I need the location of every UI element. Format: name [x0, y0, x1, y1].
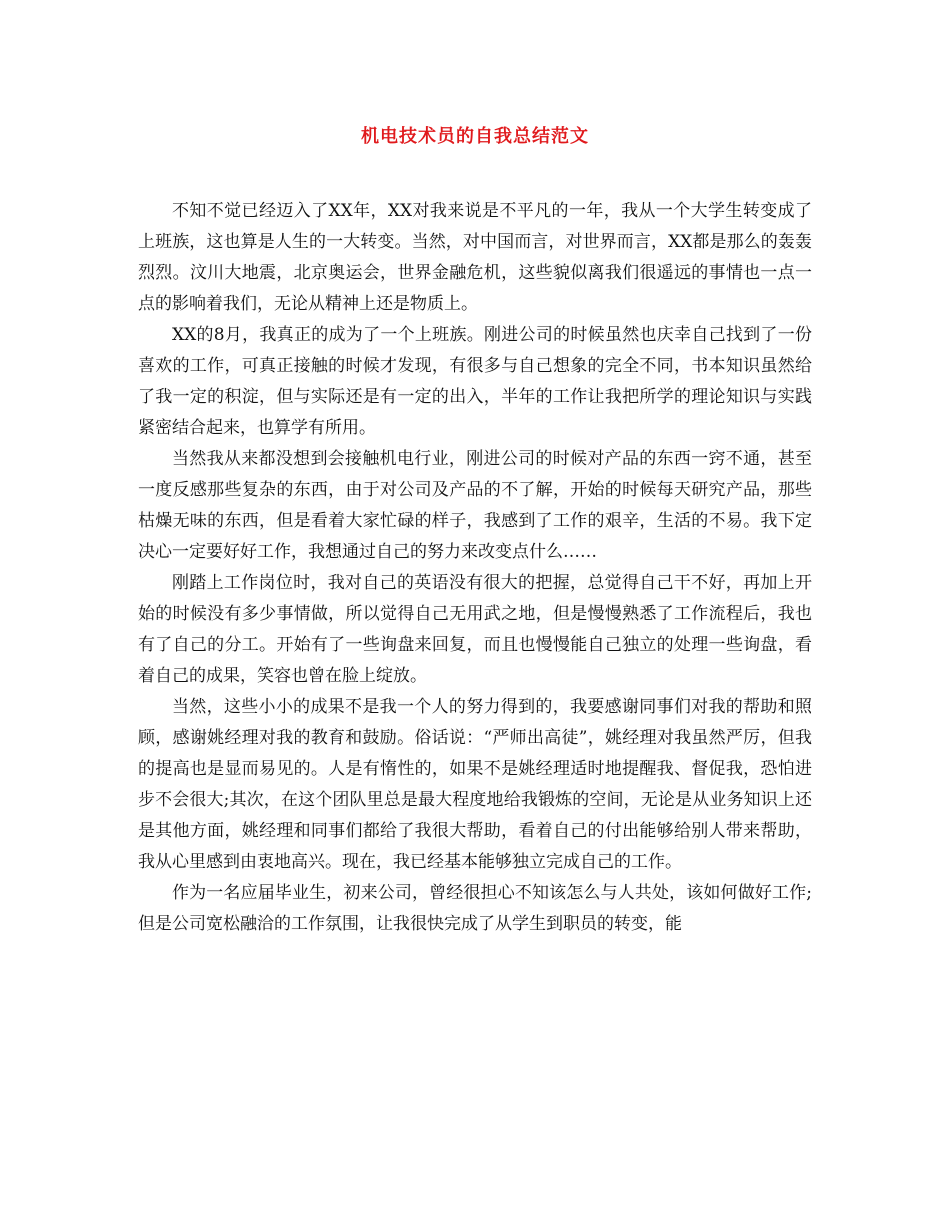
paragraph: 当然，这些小小的成果不是我一个人的努力得到的，我要感谢同事们对我的帮助和照顾，感谢姚经理对我的教育和鼓励。俗话说：“严师出高徒”，姚经理对我虽然严厉，但我的提高也是显而易见的。人是有惰性的，如果不是姚经理适时地提醒我、督促我，恐怕进步不会很大;其次，在这个团队里总是最大程度地给我锻炼的空间，无论是从业务知识上还是其他方面，姚经理和同事们都给了我很大帮助，看着自己的付出能够给别人带来帮助，我从心里感到由衷地高兴。现在，我已经基本能够独立完成自己的工作。: [138, 697, 812, 872]
paragraph: XX的8月，我真正的成为了一个上班族。刚进公司的时候虽然也庆幸自己找到了一份喜欢的工作，可真正接触的时候才发现，有很多与自己想象的完全不同，书本知识虽然给了我一定的积淀，但与实际还是有一定的出入，半年的工作让我把所学的理论知识与实践紧密结合起来，也算学有所用。: [138, 325, 812, 438]
document-title: 机电技术员的自我总结范文: [361, 126, 589, 147]
paragraph: 作为一名应届毕业生，初来公司，曾经很担心不知该怎么与人共处，该如何做好工作;但是公司宽松融洽的工作氛围，让我很快完成了从学生到职员的转变，能: [138, 883, 812, 934]
document-body: [138, 196, 812, 940]
paragraph: 不知不觉已经迈入了XX年，XX对我来说是不平凡的一年，我从一个大学生转变成了上班族，这也算是人生的一大转变。当然，对中国而言，对世界而言，XX都是那么的轰轰烈烈。汶川大地震，北京奥运会，世界金融危机，这些貌似离我们很遥远的事情也一点一点的影响着我们，无论从精神上还是物质上。: [138, 201, 812, 314]
paragraph: 当然我从来都没想到会接触机电行业，刚进公司的时候对产品的东西一窍不通，甚至一度反感那些复杂的东西，由于对公司及产品的不了解，开始的时候每天研究产品，那些枯燥无味的东西，但是看着大家忙碌的样子，我感到了工作的艰辛，生活的不易。我下定决心一定要好好工作，我想通过自己的努力来改变点什么……: [138, 449, 812, 562]
paragraph: 刚踏上工作岗位时，我对自己的英语没有很大的把握，总觉得自己干不好，再加上开始的时候没有多少事情做，所以觉得自己无用武之地，但是慢慢熟悉了工作流程后，我也有了自己的分工。开始有了一些询盘来回复，而且也慢慢能自己独立的处理一些询盘，看着自己的成果，笑容也曾在脸上绽放。: [138, 573, 812, 686]
